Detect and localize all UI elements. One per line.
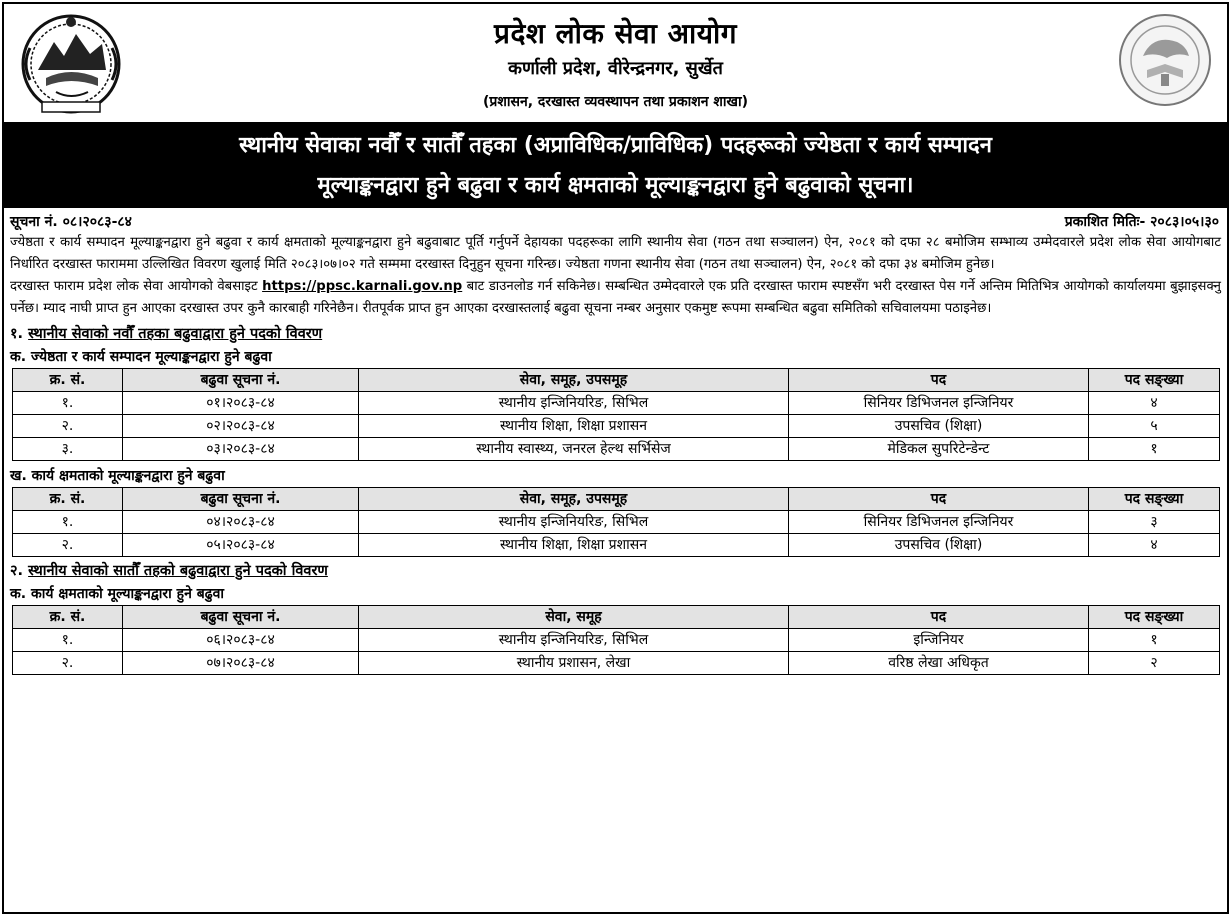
column-header: पद सङ्ख्या [1089,369,1220,392]
section-2a-heading: क. कार्य क्षमताको मूल्याङ्कनद्वारा हुने बढुवा [10,586,224,602]
table-header-row [13,488,1220,511]
table-cell: ३ [1089,511,1220,534]
table-2a [12,605,1220,675]
column-header: बढुवा सूचना नं. [123,369,359,392]
column-header: बढुवा सूचना नं. [123,606,359,629]
column-header: क्र. सं. [13,369,123,392]
section-1-heading [4,320,1227,346]
table-cell: २. [13,415,123,438]
table-cell: ५ [1089,415,1220,438]
table-cell: ०३।२०८३-८४ [123,438,359,461]
table-cell: स्थानीय इन्जिनियरिङ, सिभिल [359,392,789,415]
table-header-row [13,606,1220,629]
table-cell: सिनियर डिभिजनल इन्जिनियर [789,511,1089,534]
column-header: पद सङ्ख्या [1089,606,1220,629]
table-cell: ०२।२०८३-८४ [123,415,359,438]
banner-line-1: स्थानीय सेवाका नवौँ र सातौँ तहका (अप्राविधिक/प्राविधिक) पदहरूको ज्येष्ठता र कार्य सम्पादन [239,133,992,158]
table-1a [12,368,1220,461]
table-cell: स्थानीय शिक्षा, शिक्षा प्रशासन [359,534,789,557]
paragraph-1: ज्येष्ठता र कार्य सम्पादन मूल्याङ्कनद्वारा हुने बढुवा र कार्य क्षमताको मूल्याङ्कनद्वारा हुने बढुवाबाट पूर्ति गर्नुपर्ने देहायका पदहरूका लागि स्थानीय सेवा (गठन तथा सञ्चालन) ऐन, २०८१ को दफा २८ बमोजिम सम्भाव्य उम्मेदवारले प्रदेश लोक सेवा आयोगबाट निर्धारित दरखास्त फाराममा उल्लिखित विवरण खुलाई मिति २०८३।०७।०२ गते सम्ममा दरखास्त दिनुहुन सूचना गरिन्छ। ज्येष्ठता गणना स्थानीय सेवा (गठन तथा सञ्चालन) ऐन, २०८१ को दफा ३४ बमोजिम हुनेछ। [10,235,1221,272]
notice-meta [4,208,1227,232]
table-cell: १. [13,392,123,415]
table-cell: २. [13,652,123,675]
website-link[interactable]: https://ppsc.karnali.gov.np [262,279,463,294]
table-cell: स्थानीय इन्जिनियरिङ, सिभिल [359,629,789,652]
notice-banner [4,124,1227,208]
column-header: सेवा, समूह [359,606,789,629]
table-cell: सिनियर डिभिजनल इन्जिनियर [789,392,1089,415]
table-row [13,629,1220,652]
table-cell: ३. [13,438,123,461]
table-1b [12,487,1220,557]
notice-body [4,232,1227,320]
column-header: पद [789,488,1089,511]
table-cell: ०५।२०८३-८४ [123,534,359,557]
header [4,4,1227,124]
table-cell: २ [1089,652,1220,675]
table-cell: ०१।२०८३-८४ [123,392,359,415]
column-header: पद [789,369,1089,392]
table-cell: २. [13,534,123,557]
published-date: प्रकाशित मितिः- २०८३।०५।३० [1064,214,1219,230]
table-cell: उपसचिव (शिक्षा) [789,415,1089,438]
table-cell: मेडिकल सुपरिटेन्डेन्ट [789,438,1089,461]
table-row [13,511,1220,534]
section-2-number: २. [10,563,29,579]
table-cell: ४ [1089,534,1220,557]
column-header: पद [789,606,1089,629]
table-cell: ०७।२०८३-८४ [123,652,359,675]
column-header: क्र. सं. [13,488,123,511]
province-address: कर्णाली प्रदेश, वीरेन्द्रनगर, सुर्खेत [508,58,723,79]
section-1b-heading: ख. कार्य क्षमताको मूल्याङ्कनद्वारा हुने बढुवा [10,468,225,484]
section-2-title: स्थानीय सेवाको सातौँ तहको बढुवाद्वारा हुने पदको विवरण [28,563,328,579]
table-row [13,534,1220,557]
section-1-number: १. [10,326,29,342]
table-cell: वरिष्ठ लेखा अधिकृत [789,652,1089,675]
column-header: सेवा, समूह, उपसमूह [359,369,789,392]
commission-seal-icon [1117,12,1213,108]
paragraph-2-end: बाट डाउनलोड गर्न सकिनेछ। सम्बन्धित उम्मेदवारले एक प्रति दरखास्त फाराम स्पष्टसँग भरी दरखास्त पेस गर्ने अन्तिम मितिभित्र आयोगको कार्यालयमा बुझाइसक्नु पर्नेछ। म्याद नाघी प्राप्त हुन आएका दरखास्त उपर कुनै कारबाही गरिनेछैन। रीतपूर्वक प्राप्त हुन आएका दरखास्तलाई बढुवा सूचना नम्बर अनुसार एकमुष्ट रूपमा सम्बन्धित बढुवा समितिको सचिवालयमा पठाइनेछ। [10,279,1222,316]
column-header: बढुवा सूचना नं. [123,488,359,511]
branch-name: (प्रशासन, दरखास्त व्यवस्थापन तथा प्रकाशन शाखा) [482,94,749,110]
table-cell: उपसचिव (शिक्षा) [789,534,1089,557]
paragraph-2-start: दरखास्त फाराम प्रदेश लोक सेवा आयोगको वेबसाइट [10,279,263,294]
table-cell: स्थानीय शिक्षा, शिक्षा प्रशासन [359,415,789,438]
notice-number: सूचना नं. ०८।२०८३-८४ [10,214,132,230]
section-2-heading [4,557,1227,583]
table-cell: स्थानीय इन्जिनियरिङ, सिभिल [359,511,789,534]
column-header: क्र. सं. [13,606,123,629]
column-header: सेवा, समूह, उपसमूह [359,488,789,511]
notice-page [2,2,1229,914]
table-row [13,392,1220,415]
table-cell: स्थानीय प्रशासन, लेखा [359,652,789,675]
commission-title: प्रदेश लोक सेवा आयोग [494,17,737,50]
table-row [13,438,1220,461]
table-row [13,415,1220,438]
table-cell: १ [1089,438,1220,461]
table-cell: १ [1089,629,1220,652]
table-cell: १. [13,511,123,534]
table-row [13,652,1220,675]
table-header-row [13,369,1220,392]
section-1a-heading: क. ज्येष्ठता र कार्य सम्पादन मूल्याङ्कनद्वारा हुने बढुवा [10,349,272,365]
table-cell: ०६।२०८३-८४ [123,629,359,652]
banner-line-2: मूल्याङ्कनद्वारा हुने बढुवा र कार्य क्षमताको मूल्याङ्कनद्वारा हुने बढुवाको सूचना। [317,173,914,198]
table-cell: स्थानीय स्वास्थ्य, जनरल हेल्थ सर्भिसेज [359,438,789,461]
paragraph-2 [10,276,1221,320]
table-cell: १. [13,629,123,652]
column-header: पद सङ्ख्या [1089,488,1220,511]
table-cell: इन्जिनियर [789,629,1089,652]
section-1-title: स्थानीय सेवाको नवौँ तहका बढुवाद्वारा हुने पदको विवरण [28,326,323,342]
table-cell: ४ [1089,392,1220,415]
table-cell: ०४।२०८३-८४ [123,511,359,534]
